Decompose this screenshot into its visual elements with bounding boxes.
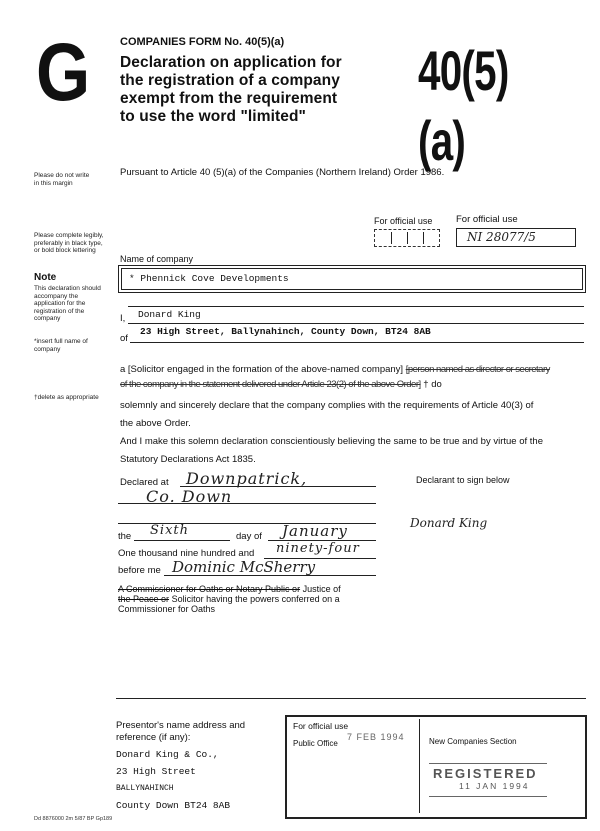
commissioner-line-3: Commissioner for Oaths <box>118 604 216 614</box>
presentor-address-line: Donard King & Co., <box>116 749 219 760</box>
official-use-box <box>285 715 587 819</box>
declarant-name-value: Donard King <box>138 309 201 320</box>
label-of: of <box>120 333 128 344</box>
presentor-address-line: County Down BT24 8AB <box>116 800 231 811</box>
declarant-address-field <box>130 322 584 343</box>
before-me-label: before me <box>118 565 161 576</box>
day-of-label: day of <box>236 531 262 542</box>
margin-note-complete: Please complete legibly, preferably in black type, or bold block lettering <box>34 232 104 254</box>
rule <box>164 575 376 576</box>
presentor-label <box>116 720 245 744</box>
note-heading: Note <box>34 272 57 283</box>
public-office-stamp: 7 FEB 1994 <box>347 732 405 742</box>
label-i: I, <box>120 313 126 324</box>
registered-stamp-date: 11 JAN 1994 <box>459 781 530 791</box>
month-value: January <box>282 522 348 540</box>
presentor-label-line: reference (if any): <box>116 732 191 743</box>
margin-note-insert: *insert full name of company <box>34 338 88 353</box>
solicitor-powers-text: Solicitor having the powers conferred on a <box>171 594 340 604</box>
rule <box>134 540 230 541</box>
official-reference-number: NI 28077/5 <box>467 230 536 244</box>
do-text: † do <box>423 379 442 390</box>
form-title <box>120 54 342 126</box>
title-line: exempt from the requirement <box>120 90 338 107</box>
declarant-sign-label: Declarant to sign below <box>416 475 510 485</box>
declaration-line-3: solemnly and sincerely declare that the company complies with the requirements of Article 40(3) of <box>120 400 534 411</box>
official-use-label-b: For official use <box>456 214 518 225</box>
year-value: ninety-four <box>276 541 360 556</box>
presentor-label-line: Presentor's name address and <box>116 720 246 731</box>
margin-note-donotwrite: Please do not write in this margin <box>34 172 90 187</box>
declaration-line-5: And I make this solemn declaration conscientiously believing the same to be true and by virtue of the <box>120 436 543 447</box>
company-name-label: Name of company <box>120 254 194 264</box>
declared-place-1: Downpatrick, <box>186 469 308 488</box>
official-use-label-a: For official use <box>374 216 433 226</box>
declarant-address-value: 23 High Street, Ballynahinch, County Down, BT24 8AB <box>140 326 431 337</box>
declared-place-2: Co. Down <box>146 487 233 506</box>
footer-print-code: Dd 8876000 2m 5/87 BP Gp189 <box>34 816 113 822</box>
company-name-value: * Phennick Cove Developments <box>129 273 289 284</box>
the-label: the <box>118 531 132 542</box>
registered-stamp <box>429 763 547 797</box>
struck-director-clause-b: of the company in the statement delivered under Article 23(2) of the above Order] <box>120 379 421 390</box>
presentor-address <box>116 746 230 814</box>
commissioner-struck-b: the Peace or <box>118 594 170 604</box>
struck-director-clause-a: [person named as director or secretary <box>405 364 550 375</box>
declaration-line-2 <box>120 379 586 391</box>
solicitor-clause: a [Solicitor engaged in the formation of the above-named company] <box>120 364 404 375</box>
title-line: Declaration on application for <box>120 54 342 71</box>
official-use-box-b <box>456 228 576 247</box>
big-form-code: 40(5)(a) <box>418 39 509 172</box>
declaration-line-4: the above Order. <box>120 418 191 429</box>
declared-at-label: Declared at <box>120 477 169 488</box>
title-line: to use the word "limited" <box>120 108 306 125</box>
declaration-line-6: Statutory Declarations Act 1835. <box>120 454 256 465</box>
year-prefix-label: One thousand nine hundred and <box>118 548 255 559</box>
registered-stamp-text: REGISTERED <box>433 766 538 781</box>
note-body: This declaration should accompany the application for the registration of the company <box>34 285 101 322</box>
form-number: COMPANIES FORM No. 40(5)(a) <box>120 36 285 48</box>
commissioner-struck-a: A Commissioner for Oaths or Notary Public or <box>118 584 301 594</box>
official-use-box-a <box>374 229 440 247</box>
rule <box>118 503 376 504</box>
form-letter-g: G <box>36 27 91 118</box>
rule <box>116 698 586 699</box>
declarant-signature: Donard King <box>410 516 488 530</box>
public-office-label: Public Office <box>293 739 338 748</box>
pursuant-text: Pursuant to Article 40 (5)(a) of the Companies (Northern Ireland) Order 1986. <box>120 167 445 178</box>
day-value: Sixth <box>150 523 189 538</box>
new-companies-label: New Companies Section <box>429 737 517 746</box>
title-line: the registration of a company <box>120 72 340 89</box>
official-use-title: For official use <box>293 721 349 731</box>
commissioner-signature: Dominic McSherry <box>172 558 316 576</box>
company-name-field <box>118 265 586 293</box>
justice-of-text: Justice of <box>302 584 341 594</box>
margin-note-delete: †delete as appropriate <box>34 394 99 401</box>
declaration-line-1 <box>120 364 586 376</box>
presentor-address-line: 23 High Street <box>116 766 196 777</box>
presentor-address-line: BALLYNAHINCH <box>116 784 174 793</box>
